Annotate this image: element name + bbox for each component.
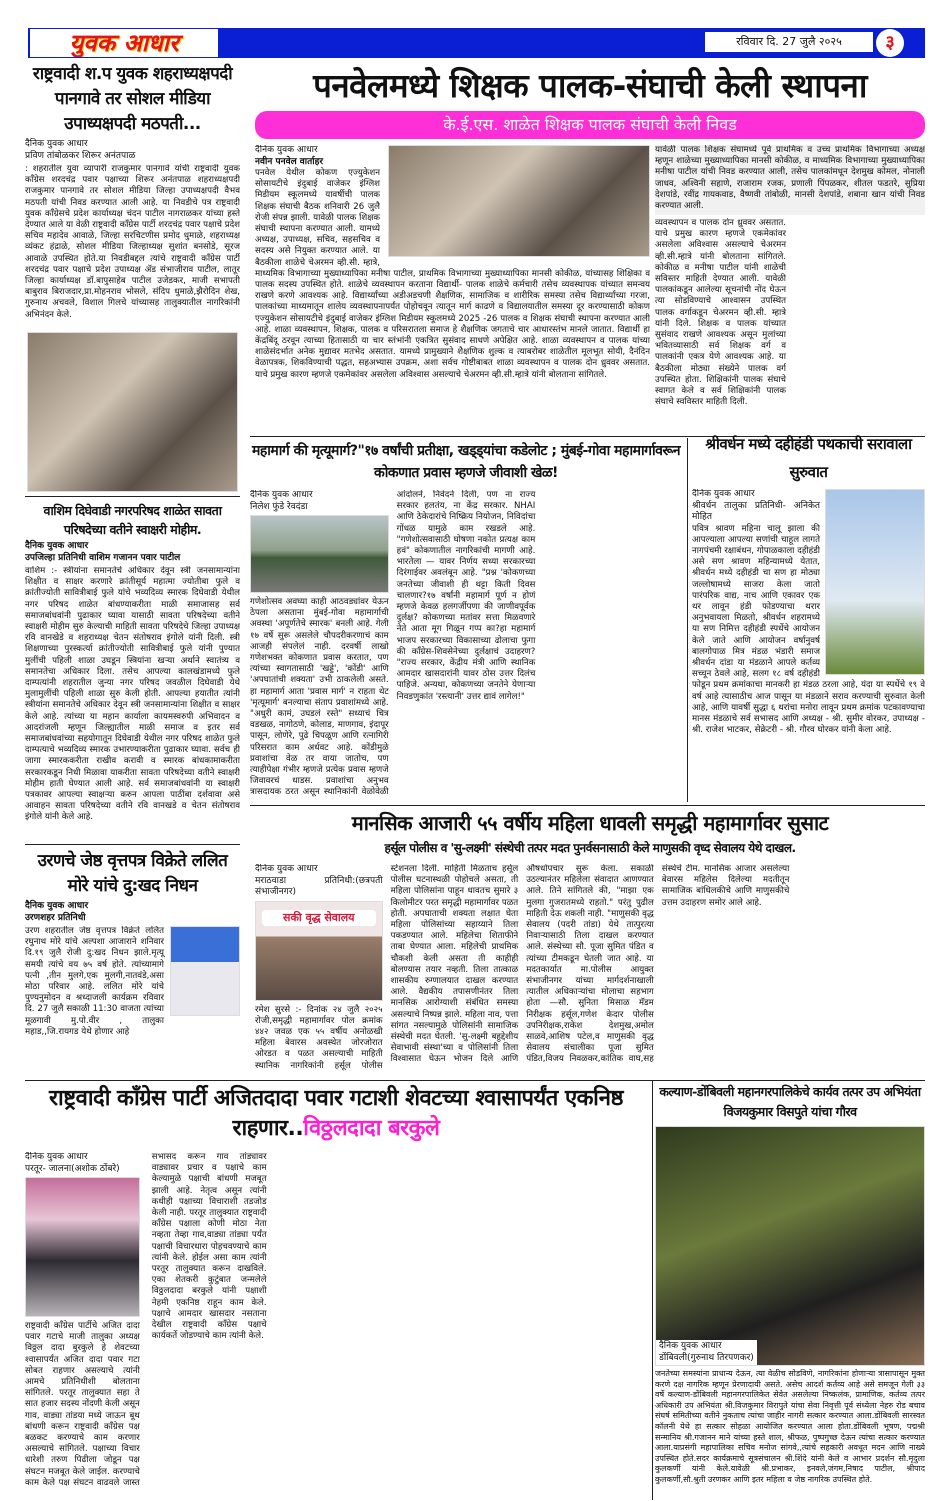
article-body bbox=[250, 490, 682, 802]
highlight-box: यावेळी पालक शिक्षक संघामध्ये पूर्व प्राथमिक व उच्च प्राथमिक विभागाच्या अध्यक्ष म्हणून शाळेच्या मुख्याध्यापिका मानसी कोकीळ, व माध्यमिक विभागाच्या मुख्याध्यापिका मनीषा पाटील यांची निवड करण्यात आली, तसेच पालकांमधून देशमुख कोमल, नोनाली जाधव, अश्विनी सहाणे, राजाराम रजक, प्रणाली पिंपळकर, शीतल फडतरे, सुप्रिया देशपांडे, रवींद्र गायकवाड, वैष्णवी तांबोळी, मानसी देशपांडे, शबाना खान यांची निवड करण्यात आली. bbox=[655, 145, 925, 215]
lead-subhead: के.ई.एस. शाळेत शिक्षक पालक संघाची केली निवड bbox=[255, 111, 925, 139]
article-body-text: पवित्र श्रावण महिना चालू झाला की आपल्याला आपल्या सणांची चाहूल लागते नागपंचमी रक्षाबंधन, गोपाळकाला दहीहंडी असे सण श्रावण महिन्यामध्ये येतात, श्रीवर्धन मध्ये दहीहंडी चा सण हा मोठ्या जल्लोषामध्ये साजरा केला जातो पारंपरिक वाद्य, नाच आणि एकावर एक थर लावून हंडी फोडण्याचा थरार अनुभवायला मिळतो, श्रीवर्धन शहरामध्ये या सण निमित्त दहीहंडी स्पर्धेचे आयोजन केले जाते आणि आयोजन वर्षानुवर्ष बालगोपाळ मित्र मंडळ भंडारी समाज श्रीवर्धन दांडा या मंडळाने आपले कर्तव्य सच्चून ठेवले आहे, सलग १८ वर्ष दहीहंडी फोडून प्रथम क्रमांकाचा मानकरी हा मंडळ ठरला आहे, यंदा या स्पर्धेचे १९ वे वर्ष आहे त्यासाठीच आज पासून या मंडळाने सराव करण्याची सुरुवात केली आहे, आणि यावर्षी सुद्धा ६ थरांचा मनोरा लावून प्रथम क्रमांक पटकावण्याचा मानस मंडळाचे सर्व सभासद आणि अध्यक्ष - श्री. सुमीर वोरकर, उपाध्यक्ष - श्री. राजेश भाटकर, सेक्रेटरी - श्री. गौरव घोरकर यांनी केला आहे. bbox=[692, 523, 925, 736]
source-label: दैनिक युवक आधार bbox=[255, 864, 318, 874]
byline: डोंबिवली(गुरुनाथ तिरपणकर) bbox=[659, 1352, 754, 1363]
byline: निलेश फुंडे रेवदंडा bbox=[250, 501, 308, 512]
article-byline bbox=[25, 541, 240, 564]
highway-article bbox=[250, 440, 682, 802]
rally-photo bbox=[25, 1177, 140, 1317]
article-body-continued: व्यवस्थापन व पालक दोन ध्रुववर असतात. याचे प्रमुख कारण म्हणजे एकमेकांवर असलेला अविश्वास असल्याचे चेअरमन व्ही.सी.म्हात्रे यांनी बोलताना सांगितले. कोकीळ व मनीषा पाटील यांनी शाळेची सविस्तर माहिती देण्यात आली. यावेळी पालकांकडून आलेल्या सूचनांची नोंद घेऊन त्या सोडविण्याचे आश्वासन उपस्थित पालक वर्गाकडून चेअरमन व्ही.सी. म्हात्रे यांनी दिले. शिक्षक व पालक यांच्यात सुसंवाद राखणे आवश्यक असून मुलांच्या भवितव्यासाठी सर्व शिक्षक वर्ग व पालकांनी एकत्र येणे आवश्यक आहे. या बैठकीला मोठ्या संख्येने पालक वर्ग उपस्थित होता. शिक्षिकांनी पालक संघाचे स्वागत केले व सर्व शिक्षिकांनी पालक संघाचे स्वविस्तर माहिती दिली. bbox=[655, 218, 786, 408]
lead-body-row bbox=[255, 145, 925, 434]
article-body: : शहरातील युवा व्यापारी राजकुमार पानगावे यांची राष्ट्रवादी युवक काँग्रेस शरदचंद्र पवार पक्षाच्या शिरूर अनंतपाळ शहराध्यक्षपदी राजकुमार पानगावे तर सोशल मीडिया जिल्हा उपाध्यक्षपदी वैभव मठपती यांची निवड करण्यात आली आहे. या निवडीचे पत्र राष्ट्रवादी युवक काँग्रेसचे प्रदेश कार्याध्यक्ष चंदन पाटील नागराळकर यांच्या हस्ते देण्यात आले या वेळी राष्ट्रवादी काँग्रेस पार्टी शरदचंद्र पवार पक्षाचे प्रदेश सचिव महादेव आवाळे, जिल्हा सरचिटणीस प्रमोद धुमाळे, शहराध्यक्ष व्यंकट हंद्राळे, सोशल मीडिया जिल्हाध्यक्ष सुशांत बनसोडे, सूरज आवाळे उपस्थित होते.या निवडीबद्दल त्यांचे राष्ट्रवादी काँग्रेस पार्टी शरदचंद्र पवार पक्षाचे प्रदेश उपाध्यक्ष ॲड संभाजीराव पाटील, लातूर जिल्हा कार्याध्यक्ष डॉ.बापुसाहेब पाटील उजेडकर, माजी सभापती बाबुराव बिराजदार,प्रा.मोहनराव भोसले, संदिप धुमाळे,झैरोदिन शेख, गुरुनाथ अचवले, विशाल गिलचे यांच्यासह तालुक्यातील नागरिकांनी अभिनंदन केले. bbox=[25, 164, 240, 320]
issue-date: रविवार दि. 27 जुलै २०२५ bbox=[705, 32, 873, 52]
article-byline bbox=[25, 139, 240, 162]
article-headline: श्रीवर्धन मध्ये दहीहंडी पथकाची सरावाला सुरुवात bbox=[705, 435, 912, 481]
group-photo bbox=[27, 332, 238, 492]
article-body-text: पनवेल येथील कोकण एज्युकेशन सोसायटीचे इंदुबाई वाजेकर इंग्लिश मिडीयम स्कूलमध्ये यावर्षीची पालक शिक्षक संघाची बैठक शनिवारी 26 जुलै रोजी संपन्न झाली. यावेळी पालक शिक्षक संघाची स्थापना करण्यात आली. यामध्ये अध्यक्ष, उपाध्यक्ष, सचिव, सहसचिव व सदस्य असे नियुक्त करण्यात आले. या बैठकीला शाळेचे चेअरमन व्ही.सी. म्हात्रे, माध्यमिक विभागाच्या मुख्याध्यापिका मनीषा पाटील, प्राथमिक विभागाच्या मुख्याध्यापिका मानसी कोकीळ, यांच्यासह शिक्षिका व पालक सदस्य उपस्थित होते. शाळेचे व्यवस्थापन करताना विद्यार्थी- पालक शाळेचे कर्मचारी तसेच व्यवस्थापक यांच्यात समन्वय राखणे करणे आवश्यक आहे. विद्यार्थ्यांच्या अडीअडचणी शैक्षणिक, सामाजिक व शारीरिक समस्या तसेच विद्यार्थ्यांच्या गरजा, पालकांच्या माध्यमातून शालेय व्यवस्थापनापर्यंत पोहोचवून त्यातून मार्ग काढणे व विद्यालयातील समस्या दूर करण्यासाठी कोकण एज्युकेशन सोसायटीचे इंदुबाई वाजेकर इंग्लिश मिडीयम स्कूलमध्ये 2025 -26 पालक व शिक्षक संघाची स्थापना करण्यात आली आहे. शाळा व्यवस्थापन, शिक्षक, पालक व परिसरातला समाज हे शैक्षणिक जगताचे चार आधारस्तंभ मानले जातात. विद्यार्थी हा केंद्रबिंदू ठरवून त्याच्या हितासाठी या चार स्तंभांनी एकत्रित सुसंवाद साधणे अपेक्षित आहे. शाळा व्यवस्थापन व पालक यांच्या शाळेसंदर्भात अनेक मुद्यावर मतभेद असतात. यामध्ये प्रामुख्याने शैक्षणिक शुल्क व त्याबरोबर शाळेतील मूलभूत सोयी, दैनंदिन वेळापत्रक, शिकविण्याची पद्धत, सहअभ्यास उपक्रम, अशा सर्वच गोष्टीबाबत शाळा व्यवस्थापन व पालक दोन ध्रुववर असतात. याचे प्रमुख कारण म्हणजे एकमेकांवर असलेला अविश्वास असल्याचे चेअरमन व्ही.सी.म्हात्रे यांनी बोलताना सांगितले. bbox=[255, 168, 650, 380]
article-body bbox=[25, 1152, 647, 1498]
source-label: दैनिक युवक आधार bbox=[25, 1152, 88, 1162]
lead-article bbox=[255, 64, 925, 434]
divider bbox=[25, 1080, 925, 1081]
source-label: दैनिक युवक आधार bbox=[255, 145, 318, 155]
article-headline: कल्याण-डोंबिवली महानगरपालिकेचे कार्यव तत्पर उप अभियंता विजयकुमार विसपुते यांचा गौरव bbox=[659, 1084, 921, 1119]
article-body bbox=[25, 926, 240, 1076]
article-body bbox=[255, 145, 650, 434]
article-body: वाशिम :- स्त्रीयांना समानतेचे अधिकार देवून स्त्री जनसामान्यांना शिक्षीत व साक्षर करणारे क्रांतीसूर्य महात्मा ज्योतीबा फुले व क्रांतीज्योती सावित्रीबाई फुले यांचे भव्यदिव्य स्मारक दिघेवाडी येथील नगर परिषद शाळेत बांधण्याकरीता माळी समाजासह सर्व समाजबांधवांनी पुढाकार घ्यावा यासाठी सावता परिषदेच्या वतीने स्वाक्षरी मोहीम सुरु केल्याची माहिती सावता परिषदेचे जिल्हा उपाध्यक्ष रवि वानखेडे व शहराध्यक्ष चेतन संतोषराव इंगोले यांनी दिली. स्त्री शिक्षणाच्या पुरस्कर्त्या क्रांतीज्योती सावित्रीबाई फुले यांनी पुण्यात मुलींची पहिली शाळा उघडून स्त्रियांना खऱ्या अर्थाने स्वातंत्र्य व समानतेचा अधिकार दिला. तसेच आपल्या कालखंडामध्ये फुले दाम्पत्यांनी शहरातील जुन्या नगर परिषद जवळील दिघेवाडी येथे मुलामुलींची पहिली शाळा सुरु केली होती. आपल्या हयातीत त्यांनी स्त्रीयांना समानतेचे अधिकार देवून स्त्री जनसामान्यांना शिक्षीत व साक्षर केले आहे. त्यांच्या या महान कार्याला कायमस्वरुपी अभिवादन व आदरांजली म्हणून जिल्ह्यातील माळी समाज व इतर सर्व समाजबांधवांच्या सहयोगातून दिघेवाडी येथील नगर परिषद शाळेत फुले दाम्पत्याचे भव्यदिव्य स्मारक उभारण्याकरीता पुढाकार घ्यावा. सर्वच ही जागा स्मारककरीता राखीव करावी व स्मारक बांधकामाकरीता सरकारकडून निधी मिळावा याकरीता सावता परिषदेच्या वतीने स्वाक्षरी मोहीम हाती घेण्यात आली आहे. सर्व समाजबांधवांनी या स्वाक्षरी पत्रकावर आपल्या स्वाक्षऱ्या करुन आपला पाठींबा दर्शवावा असे आवाहन सावता परिषदेच्या वतीने रवि वानखडे व चेतन संतोषराव इंगोले यांनी केले आहे. bbox=[25, 566, 240, 823]
article-body-text: गणेशोत्सव अवघ्या काही आठवड्यांवर येऊन ठेपला असताना मुंबई-गोवा महामार्गाची अवस्था 'अपूर्णतेचे स्मारक' बनली आहे. गेली १७ वर्षे सुरू असलेले चौपदरीकरणाचं काम आजही संपलेलं नाही. दरवर्षी लाखो गणेशभक्त कोकणात प्रवास करतात, पण त्यांच्या स्वागतासाठी 'खड्डे', 'कोंडी' आणि 'अपघातांची शक्यता' उभी ठाकलेली असते. हा महामार्ग आता 'प्रवास मार्ग' न राहता थेट 'मृत्यूमार्ग' बनल्याचा संताप प्रवाशांमध्ये आहे. "अधुरी कामं, उघडलं रस्ते" सध्याचं चित्र वडखळ, नागोठणे, कोलाड, माणगाव, इंदापूर पासून, लोणेरे, पुढे चिपळूण आणि रत्नागिरी परिसरात काम अर्धवट आहे. कोंडीमुळे प्रवाशांचा वेळ तर वाया जातोच, पण त्याहीपेक्षा गंभीर म्हणजे प्रत्येक प्रवास म्हणजे जिवावरचं धाडस. प्रवाशांचा अनुभव त्रासदायक ठरत असून स्थानिकांनी वेळोवेळी आंदोलने, निवेदने दिली, पण ना राज्य सरकार हलतंय, ना केंद्र सरकार. NHAI आणि ठेकेदारांचे निष्क्रिय नियोजन, निविदांचा गोंधळ यामुळे काम रखडले आहे. "गणेशोत्सवासाठी घोषणा नकोत प्रत्यक्ष काम हवं" कोकणातील नागरिकांची मागणी आहे. भारतेला — यावर निर्णय सध्या सरकारच्या दिरंगाईवर अवलंबून आहे. "प्रश्न 'कोकणच्या जनतेच्या जीवाशी ही थट्टा किती दिवस चालणार?१७ वर्षांनी महामार्ग पूर्ण न होणं म्हणजे केवळ हलगर्जीपणा की जाणीवपूर्वक दुर्लक्ष? कोकणच्या मतांवर सत्ता मिळवणारे नेते आता मूग गिळून गप्प का?हा महामार्ग भाजप सरकारच्या विकासाच्या ढोलाचा फुगा की काँग्रेस-शिवसेनेच्या दुर्लक्षाचं उदाहरण? "राज्य सरकार, केंद्रीय मंत्री आणि स्थानिक आमदार खासदारांनी यावर ठोस उत्तर दिलंच पाहिजे. अन्यथा, कोकणच्या जनतेने येणाऱ्या निवडणुकांत 'रस्त्यानी' उत्तर द्यावं लागेल!" bbox=[250, 490, 536, 798]
source-label: दैनिक युवक आधार bbox=[25, 541, 89, 551]
page-number: ३ bbox=[876, 29, 904, 57]
highway-truck-photo bbox=[250, 515, 389, 593]
article-headline: मानसिक आजारी ५५ वर्षीय महिला धावली समृद्धी महामार्गावर सुसाट bbox=[351, 811, 829, 835]
source-label: दैनिक युवक आधार bbox=[250, 490, 313, 500]
sevalay-photo bbox=[255, 901, 383, 1001]
byline: उरणशहर प्रतिनिधी bbox=[25, 912, 86, 923]
headline-text: राष्ट्रवादी काँग्रेस पार्टी अजितदादा पवार गटाशी शेवटच्या श्वासापर्यंत एकनिष्ठ राहणार.. bbox=[49, 1086, 623, 1141]
byline: श्रीवर्धन तालुका प्रतिनिधी- अनिकेत मोहित bbox=[692, 500, 820, 522]
article-headline: राष्ट्रवादी श.प युवक शहराध्यक्षपदी पानगावे तर सोशल मीडिया उपाध्यक्षपदी मठपती... bbox=[32, 64, 233, 134]
byline: परतूर- जालना(अशोक ठोंबरे) bbox=[25, 1163, 120, 1174]
divider bbox=[250, 805, 925, 806]
column-divider bbox=[652, 1080, 653, 1500]
headline-highlight: विठ्ठलदादा बरकुले bbox=[303, 1116, 440, 1141]
source-label: दैनिक युवक आधार bbox=[659, 1341, 722, 1351]
lead-headline: पनवेलमध्ये शिक्षक पालक-संघाची केली स्थापना bbox=[313, 66, 867, 105]
byline: उपजिल्हा प्रतिनिधी वाशिम गजानन पवार पाटील bbox=[25, 552, 181, 563]
source-label: दैनिक युवक आधार bbox=[25, 139, 88, 149]
article-body-text: रमेश सुरसे :- दिनांक २४ जुलै २०२५ रोजी,समृद्धी महामार्गावर पोल क्रमांक ४४२ जवळ एक ५५ वर्षीय अनोळखी महिला बेवारस अवस्थेत जोरजोरात ओरडत व पळत असल्याची माहिती स्थानिक नागरिकांनी हर्सूल पोलीस स्टेशनला दिली. माहिती मिळताच हर्सूल पोलीस घटनास्थळी पोहोचले असता, ती महिला पोलिसांना पाहून धावतच सुमारे ३ किलोमीटर परत समृद्धी महामार्गावर पळत होती. अपघाताची शक्यता लक्षात घेता महिला पोलिसांच्या सहाय्याने तिला पकडण्यात आले. महिलेचा शिताफीने ताबा घेण्यात आला. महिलेची प्राथमिक चौकशी केली असता ती काहीही बोलण्यास तयार नव्हती. तिला तात्काळ शासकीय रुग्णालयात दाखल करण्यात आले. वैद्यकीय तपासणीनंतर तिला मानसिक आरोग्याशी संबंधित समस्या असल्याचे निष्पन्न झाले. महिला नाव, पत्ता सांगत नसल्यामुळे पोलिसांनी सामाजिक संस्थेची मदत घेतली. 'सु-लक्ष्मी बहुद्देशीय सेवाभावी संस्था'च्या व पोलिसांनी तिला विश्वासात घेऊन भोजन दिले आणि औषधोपचार सुरू केला. सकाळी उठल्यानंतर महिलेला संवादात आणण्यात आले. तिने सांगितले की, "माझा एक मुलगा गुजरातमध्ये राहतो." परंतु पुढील माहिती देऊ शकली नाही. "माणुसकी वृद्ध सेवालय (पदरी तांडा) येथे तात्पुरत्या निवाऱ्यासाठी तिला दाखल करण्यात आले. संस्थेच्या सौ. पूजा सुमित पंडित व त्यांच्या टीमकडून घेतली जात आहे. या मदतकार्यात मा.पोलीस आयुक्त संभाजीनगर यांच्या मार्गदर्शनाखाली त्यातील अधिकाऱ्यांचा मोलाचा सहभाग होता —सौ. सुनिता मिसाळ मॅडम निरीक्षक हर्सूल,गणेश केदार पोलीस उपनिरीक्षक,राकेश देशमुख,अमोल साळवे,आशिष पटेल,व माणुसकी वृद्ध सेवालय संचालीका पूजा सुमित पंडित,विजय निवळकर,कांतिक वाघ,सह संस्थेचे टीम. मानसिक आजार असलेल्या बेवारस महिलेस दिलेल्या मदतीतून सामाजिक बांधिलकीचे आणि माणुसकीचे उत्तम उदाहरण समोर आले आहे. bbox=[255, 864, 790, 1071]
byline: प्रविण तांबोळकर शिरूर अनंतपाळ bbox=[25, 150, 136, 161]
divider bbox=[25, 844, 240, 845]
source-label: दैनिक युवक आधार bbox=[25, 901, 89, 911]
lead-right-column bbox=[655, 145, 925, 434]
byline: मराठवाडा प्रतिनिधी:(छत्रपती संभाजीनगर) bbox=[255, 875, 383, 897]
meeting-photo bbox=[388, 145, 650, 257]
photo-banner-text: सकी वृद्ध सेवालय bbox=[262, 910, 376, 926]
felicitation-photo bbox=[655, 1126, 925, 1366]
newspaper-logo: युवक आधार bbox=[30, 29, 218, 57]
dahihandi-photo bbox=[825, 489, 925, 675]
article-headline: महामार्ग की मृत्यूमार्ग?"१७ वर्षांची प्रतीक्षा, खड्ड्यांचा कडेलोट ; मुंबई-गोवा महामार्गावरून कोकणात प्रवास म्हणजे जीवाशी खेळ! bbox=[251, 443, 681, 481]
article-headline: वाशिम दिघेवाडी नगरपरिषद शाळेत सावता परिषदेच्या वतीने स्वाक्षरी मोहीम. bbox=[43, 503, 222, 537]
kdmc-article bbox=[655, 1082, 925, 1498]
article-body-text: राष्ट्रवादी काँग्रेस पार्टीचे अजित दादा पवार गटाचे माजी तालुका अध्यक्ष विठ्ठल दादा बुरकुले हे शेवटच्या श्वासापर्यंत अजित दादा पवार गटा सोबत राहणार असल्याचे त्यांनी आमचे प्रतिनिधीशी बोलताना सांगितले. परतूर तालुक्यात सहा ते सात हजार सदस्य नोंदणी केली असून गाव, वाड्या तांडया मध्ये जाऊन बूथ बांधणी करून राष्ट्रवादी काँग्रेस पक्ष बळकट करण्याचे काम करणार असल्याचे सांगितले. पक्षाच्या विचार धारेशी तरुण पिढीला जोडून पक्ष संघटन मजबूत केले जाईल. करण्याचे काम केले पक्ष संघटन वाढवले जास्त सभासद करून गाव तांड्यावर वाड्यावर प्रचार व पक्षाचे काम केल्यामुळे पक्षाची बांधणी मजबूत झाली आहे. नेतृत्व असून त्यांनी कधीही पक्षाच्या विचाराशी तडजोड केली नाही. परतूर तालुक्यात राष्ट्रवादी काँग्रेस पक्षाला कोणी मोठा नेता नव्हता तेव्हा गाव,वाड्या तांड्या पर्यंत पक्षाची विचारधारा पोहचवण्याचे काम त्यांनी केले. होईल असा काम त्यांनी परतूर तालुक्यात करून दाखविले. एका शेतकरी कुटुंबात जन्मलेले विठ्ठलदादा बरकुले यांनी पक्षाशी नेहमी एकनिष्ठ राहून काम केले. पक्षाचे आमदार खासदार नसताना देखील राष्ट्रवादी काँग्रेस पक्षाचे कार्यकर्ते जोडण्याचे काम त्यांनी केले. bbox=[25, 1152, 267, 1488]
divider bbox=[25, 496, 240, 497]
source-label: दैनिक युवक आधार bbox=[692, 489, 755, 499]
dahihandi-article bbox=[692, 430, 925, 802]
photo-caption bbox=[656, 1340, 757, 1365]
article-body bbox=[692, 489, 925, 802]
byline: नवीन पनवेल वार्ताहर bbox=[255, 156, 324, 167]
article-headline bbox=[25, 1084, 647, 1144]
article-byline bbox=[25, 901, 240, 924]
article-subhead: हर्सूल पोलीस व 'सु-लक्ष्मी' संस्थेची तत्पर मदत पुनर्वसनासाठी केले माणुसकी वृध्द सेवालय येथे दाखल. bbox=[384, 841, 796, 855]
left-column bbox=[25, 62, 240, 1076]
article-headline: उरणचे जेष्ठ वृत्तपत्र विक्रेते ललित मोरे यांचे दु:खद निधन bbox=[37, 851, 228, 896]
ncp-article bbox=[25, 1084, 647, 1498]
article-body: जनतेच्या समस्यांना प्राधान्य देऊन, त्या वेळीच सोडविणे, नागरिकांना होणाऱ्या त्रासापासून मुक्त करणे दक्ष नागरिक म्हणून प्रेरणादायी असते. असेच आदर्श कर्तव्य आहे असे समजून गेली ३३ वर्षे कल्याण-डोंबिवली महानगरपालिकेत सेवेत असलेल्या निष्कलंक, प्रामाणिक, कर्तव्य तत्पर अधिकारी उप अभियंता श्री.विजकुमार विरापुते यांचा सेवा निवृत्ती पूर्व संध्येला नेहरु रोड बचाव संघर्ष समितीच्या वतीने नुकताच त्यांचा जाहीर नागरी सत्कार करण्यात आला.डोंबिवली सारस्वत कॉलनी येथे हा सत्कार सोहळा आयोजित करण्यात आला होता.डोंबिवली भूषण, पद्मश्री सन्मानिय श्री.गजानन माने यांच्या हस्ते शाल, श्रीफळ, पुष्पगुच्छ देऊन त्यांचा सत्कार करण्यात आला.याप्रसंगी महापालिका सचिव मनोज सांगवे,,त्यांचे सहकारी अवधूत मदन आणि नाख्ये उपस्थित होते.सदर कार्यक्रमाचे सूत्रसंचालन श्री.शिंदे यांनी केले व आभार प्रदर्शन सौ.मृदुला कुलकर्णी यांनी केले.यावेळी श्री.प्रभाकर, इनवले,जंगम,निषाद पाटील, श्रीपाद कुलकर्णी,सौ.श्रुती उरणकर आणि इतर महिला व जेष्ठ नागरिक उपस्थित होते. bbox=[655, 1369, 925, 1484]
column-divider bbox=[687, 438, 688, 802]
portrait-photo bbox=[170, 926, 240, 1016]
article-body-text: उरण शहरातील जेष्ठ वृत्तपत्र विक्रेते ललित रघुनाथ मोरे यांचे अल्पशा आजाराने शनिवार दि.१९ जुलै रोजी दु:खद निधन झाले.मृत्यू समयी त्यांचे वय ७५ वर्ष होते. त्यांच्यामागे पत्नी ,तीन मुलगे,एक मुलगी,नातवंडे,असा मोठा परिवार आहे. ललित मोरे यांचे पुण्यनुमोदन व श्रध्दाजली कार्यक्रम रविवार दि. 27 जुलै सकाळी 11:30 वाजता त्यांच्या मूळगावी मु.पो.वीर , तालुका महाड,,जि.रायगड येथे होणार आहे bbox=[25, 926, 164, 1037]
article-body bbox=[255, 864, 925, 1076]
samruddhi-article bbox=[255, 808, 925, 1076]
